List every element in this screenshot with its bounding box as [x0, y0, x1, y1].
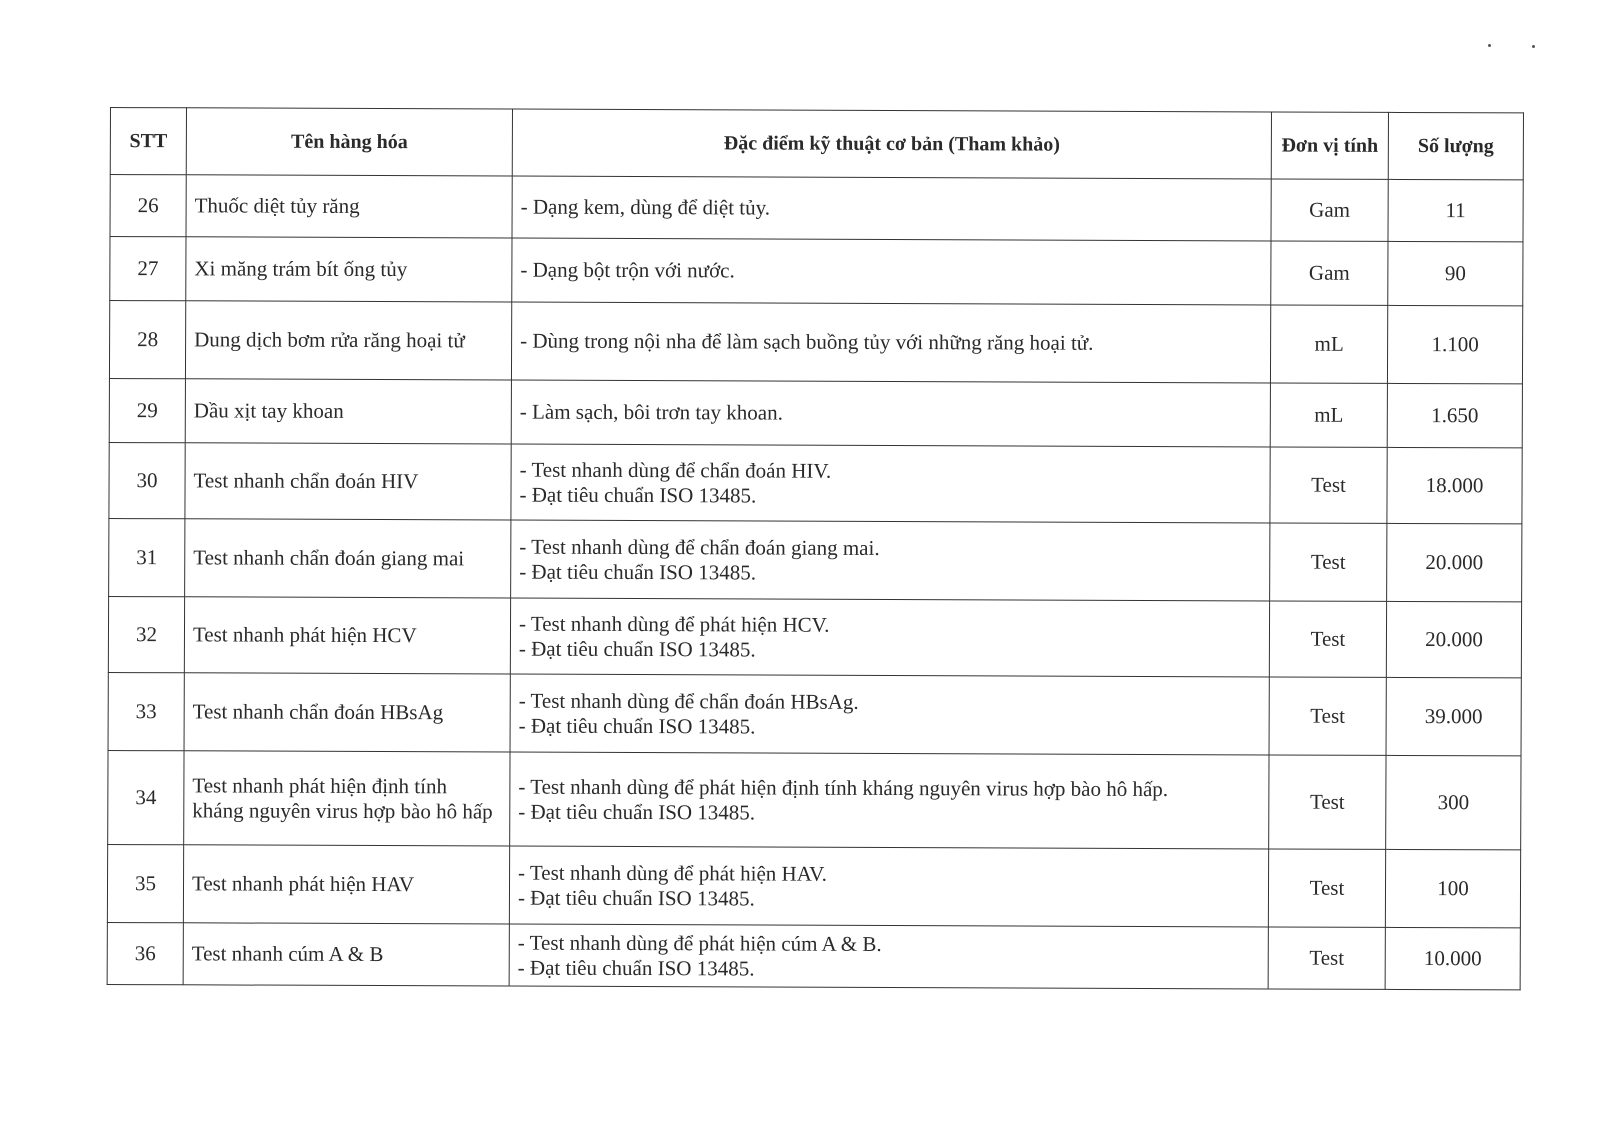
- row-qty: 39.000: [1386, 677, 1521, 756]
- spec-line: - Đạt tiêu chuẩn ISO 13485.: [518, 636, 756, 661]
- row-unit: Gam: [1271, 241, 1388, 305]
- row-unit: Test: [1269, 755, 1386, 849]
- row-unit: Gam: [1271, 179, 1388, 241]
- row-stt: 34: [108, 750, 184, 844]
- spec-line: - Đạt tiêu chuẩn ISO 13485.: [519, 559, 757, 584]
- row-qty: 11: [1388, 179, 1523, 242]
- row-spec: [510, 752, 1269, 849]
- row-stt: 29: [109, 378, 185, 442]
- row-unit: Test: [1268, 849, 1385, 927]
- row-qty: 20.000: [1386, 601, 1521, 678]
- spec-line: - Test nhanh dùng để phát hiện HCV.: [518, 611, 830, 637]
- row-name: Test nhanh chẩn đoán giang mai: [185, 519, 511, 598]
- spec-line: - Đạt tiêu chuẩn ISO 13485.: [519, 482, 757, 507]
- row-stt: 36: [107, 922, 183, 984]
- row-qty: 1.650: [1387, 383, 1522, 448]
- table-body: [107, 175, 1523, 990]
- spec-line: - Dạng kem, dùng để diệt tủy.: [520, 194, 771, 220]
- row-stt: 28: [109, 301, 185, 379]
- table-row: [109, 518, 1522, 601]
- header-qty: Số lượng: [1388, 112, 1523, 180]
- row-spec: [509, 924, 1268, 989]
- spec-line: - Đạt tiêu chuẩn ISO 13485.: [518, 713, 756, 738]
- row-spec: [512, 176, 1271, 241]
- spec-line: - Dạng bột trộn với nước.: [520, 257, 735, 283]
- row-name: Test nhanh phát hiện HAV: [183, 845, 509, 924]
- row-unit: mL: [1270, 305, 1387, 383]
- header-row: [110, 108, 1523, 180]
- row-unit: Test: [1270, 447, 1387, 523]
- spec-line: - Test nhanh dùng để phát hiện định tính kháng nguyên virus hợp bào hô hấp.: [518, 774, 1169, 801]
- table-header: [110, 108, 1523, 180]
- spec-line: - Test nhanh dùng để chẩn đoán giang mai.: [519, 534, 880, 560]
- table-row: [108, 672, 1521, 755]
- row-unit: Test: [1269, 601, 1386, 677]
- row-qty: 300: [1386, 755, 1521, 850]
- row-qty: 100: [1385, 849, 1520, 928]
- row-unit: Test: [1268, 927, 1385, 989]
- row-name: Dầu xịt tay khoan: [185, 379, 511, 444]
- row-qty: 90: [1388, 241, 1523, 306]
- row-spec: [511, 302, 1270, 383]
- spec-line: - Test nhanh dùng để phát hiện HAV.: [518, 860, 827, 886]
- row-stt: 27: [110, 237, 186, 301]
- row-stt: 35: [107, 844, 183, 922]
- spec-line: - Đạt tiêu chuẩn ISO 13485.: [517, 885, 755, 910]
- table-row: [108, 596, 1521, 677]
- goods-table: [107, 107, 1524, 990]
- spec-line: - Test nhanh dùng để chẩn đoán HIV.: [519, 457, 832, 483]
- table-row: [110, 175, 1523, 242]
- header-stt: STT: [110, 108, 186, 175]
- row-qty: 10.000: [1385, 927, 1520, 990]
- table-row: [109, 301, 1522, 384]
- row-unit: Test: [1269, 677, 1386, 755]
- row-name: Test nhanh chẩn đoán HIV: [185, 443, 511, 520]
- row-unit: mL: [1270, 383, 1387, 447]
- table-row: [108, 750, 1521, 849]
- row-name: Xi măng trám bít ống tủy: [186, 237, 512, 302]
- row-stt: 31: [109, 518, 185, 596]
- row-spec: [510, 598, 1269, 677]
- row-spec: [511, 444, 1270, 523]
- spec-line: - Test nhanh dùng để chẩn đoán HBsAg.: [518, 688, 859, 714]
- row-name: Thuốc diệt tủy răng: [186, 175, 512, 238]
- row-stt: 30: [109, 442, 185, 518]
- row-unit: Test: [1270, 523, 1387, 601]
- row-name: Dung dịch bơm rửa răng hoại tử: [185, 301, 511, 380]
- row-qty: 18.000: [1387, 447, 1522, 524]
- row-stt: 32: [108, 596, 184, 672]
- table-row: [107, 922, 1520, 989]
- header-unit: Đơn vị tính: [1271, 112, 1388, 179]
- spec-line: - Đạt tiêu chuẩn ISO 13485.: [518, 799, 756, 824]
- row-spec: [512, 238, 1271, 305]
- spec-line: - Làm sạch, bôi trơn tay khoan.: [519, 399, 783, 425]
- row-qty: 20.000: [1387, 523, 1522, 602]
- row-stt: 26: [110, 175, 186, 237]
- header-spec: Đặc điểm kỹ thuật cơ bản (Tham khảo): [512, 109, 1271, 179]
- row-spec: [511, 520, 1270, 601]
- spec-line: - Dùng trong nội nha để làm sạch buồng tủy với những răng hoại tử.: [520, 328, 1094, 355]
- row-name: Test nhanh phát hiện định tính kháng nguyên virus hợp bào hô hấp: [184, 751, 510, 846]
- table-row: [107, 844, 1520, 927]
- scan-marks: [1488, 44, 1548, 50]
- spec-line: - Đạt tiêu chuẩn ISO 13485.: [517, 955, 755, 980]
- row-name: Test nhanh chẩn đoán HBsAg: [184, 673, 510, 752]
- spec-line: - Test nhanh dùng để phát hiện cúm A & B.: [517, 930, 882, 956]
- header-name: Tên hàng hóa: [186, 108, 512, 176]
- row-spec: [510, 674, 1269, 755]
- row-spec: [511, 380, 1270, 447]
- table-row: [110, 237, 1523, 306]
- row-stt: 33: [108, 672, 184, 750]
- row-name: Test nhanh cúm A & B: [183, 923, 509, 986]
- row-qty: 1.100: [1387, 305, 1522, 384]
- table-row: [109, 442, 1522, 523]
- table-row: [109, 378, 1522, 447]
- row-spec: [509, 846, 1268, 927]
- row-name: Test nhanh phát hiện HCV: [184, 597, 510, 674]
